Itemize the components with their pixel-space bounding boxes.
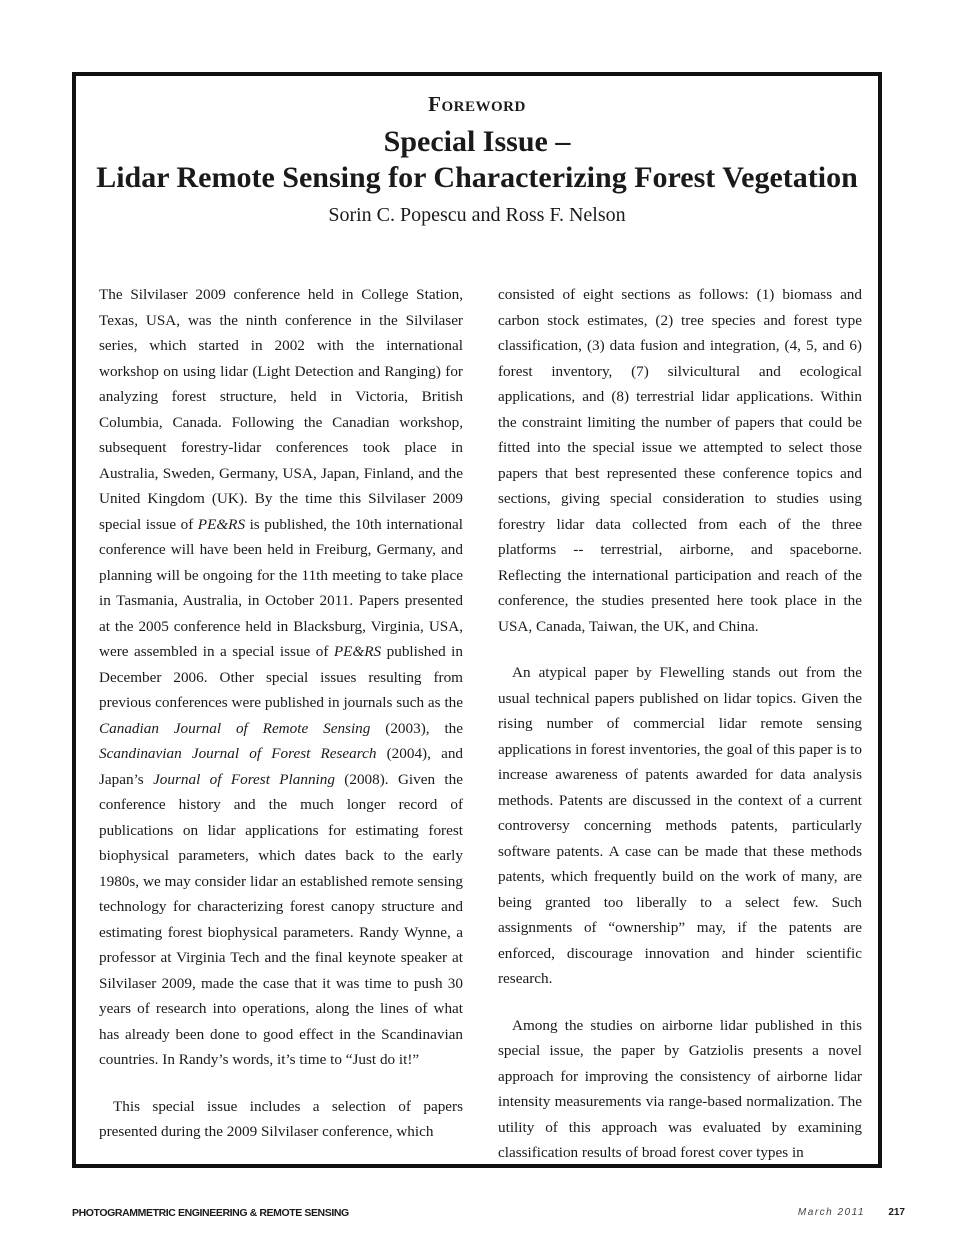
- article-frame: [72, 72, 882, 1168]
- paragraph: This special issue includes a selection of papers presented during the 2009 Silvilaser conference, which: [99, 1097, 463, 1140]
- right-column: [498, 282, 862, 1166]
- paragraph: An atypical paper by Flewelling stands out from the usual technical papers published on lidar topics. Given the rising number of commercial lidar remote sensing applications in forest inventories, the goal of this paper is to increase awareness of patents awarded for data analysis methods. Patents are discussed in the context of a current controversy concerning methods patents, particularly software patents. A case can be made that these methods patents, which frequently build on the work of many, are being granted too liberally to a select few. Such assignments of “ownership” may, if the patents are enforced, discourage innovation and hinder scientific research.: [498, 664, 862, 987]
- page-number: 217: [888, 1207, 905, 1218]
- paragraph: consisted of eight sections as follows: (1) biomass and carbon stock estimates, (2) tree species and forest type classification, (3) data fusion and integration, (4, 5, and 6) forest inventory, (7) silvicultural and ecological applications, and (8) terrestrial lidar applications. Within the constraint limiting the number of papers that could be fitted into the special issue we attempted to select those papers that best represented these conference topics and sections, giving special consideration to studies using forestry lidar data collected from each of the three platforms -- terrestrial, airborne, and spaceborne. Reflecting the international participation and reach of the conference, the studies presented here took place in the USA, Canada, Taiwan, the UK, and China.: [498, 286, 862, 635]
- journal-name: PHOTOGRAMMETRIC ENGINEERING & REMOTE SENSING: [72, 1207, 349, 1219]
- title-line-2: Lidar Remote Sensing for Characterizing Forest Vegetation: [96, 161, 858, 194]
- issue-date: March 2011: [797, 1207, 865, 1218]
- article-authors: Sorin C. Popescu and Ross F. Nelson: [328, 204, 626, 226]
- page-footer: [72, 1205, 905, 1225]
- section-kicker: Foreword: [428, 92, 526, 116]
- paragraph: The Silvilaser 2009 conference held in College Station, Texas, USA, was the ninth conference in the Silvilaser series, which started in 2002 with the international workshop on using lidar (Light Detection and Ranging) for analyzing forest structure, held in Victoria, British Columbia, Canada. Following the Canadian workshop, subsequent forestry-lidar conferences took place in Australia, Sweden, Germany, USA, Japan, Finland, and the United Kingdom (UK). By the time this Silvilaser 2009 special issue of PE&RS is published, the 10th international conference will have been held in Freiburg, Germany, and planning will be ongoing for the 11th meeting to take place in Tasmania, Australia, in October 2011. Papers presented at the 2005 conference held in Blacksburg, Virginia, USA, were assembled in a special issue of PE&RS published in December 2006. Other special issues resulting from previous conferences were published in journals such as the Canadian Journal of Remote Sensing (2003), the Scandinavian Journal of Forest Research (2004), and Japan’s Journal of Forest Planning (2008). Given the conference history and the much longer record of publications on lidar applications for estimating forest biophysical parameters, which dates back to the early 1980s, we may consider lidar an established remote sensing technology for characterizing forest canopy structure and estimating forest biophysical parameters. Randy Wynne, a professor at Virginia Tech and the final keynote speaker at Silvilaser 2009, made the case that it was time to push 30 years of research into operations, along the lines of what has already been done to good effect in the Scandinavian countries. In Randy’s words, it’s time to “Just do it!”: [99, 286, 464, 1068]
- title-line-1: Special Issue –: [383, 125, 571, 158]
- article-title: [76, 124, 878, 196]
- paragraph: Among the studies on airborne lidar published in this special issue, the paper by Gatziolis presents a novel approach for improving the consistency of airborne lidar intensity measurements via range-based normalization. The utility of this approach was evaluated by examining classification results of broad forest cover types in: [498, 1016, 862, 1161]
- left-column: [99, 282, 463, 1145]
